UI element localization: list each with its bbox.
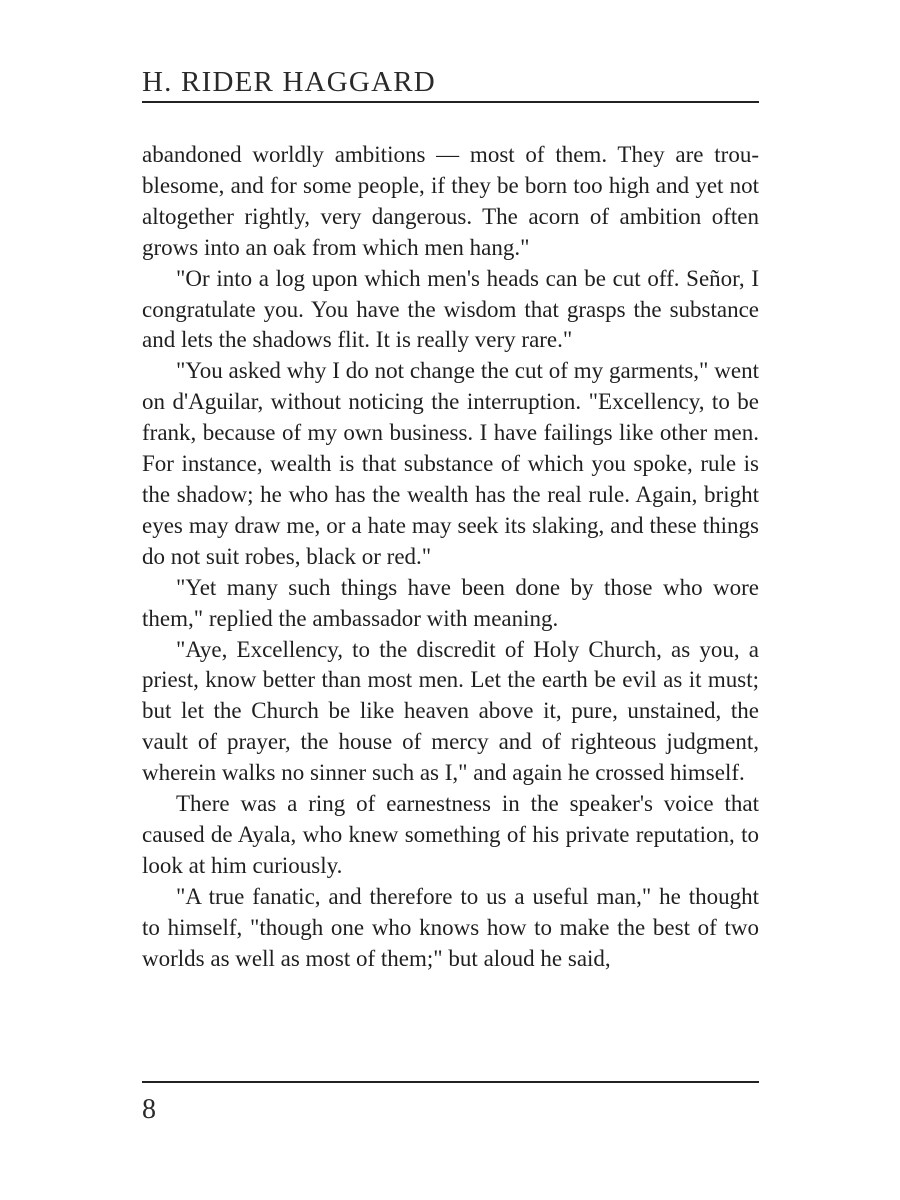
footer-rule [142,1081,759,1083]
book-page [142,0,759,1200]
paragraph: "A true fanatic, and therefore to us a useful man," he thought to himself, "though one who knows how to make the best of two worlds as well as most of them;" but aloud he said, [142,883,759,971]
paragraph: There was a ring of earnestness in the speaker's voice that caused de Ayala, who knew something of his private reputation, to look at him curiously. [142,791,759,878]
running-head-author: H. RIDER HAGGARD [142,66,436,98]
paragraph: "You asked why I do not change the cut of my garments," went on d'Aguilar, without noticing the interruption. "Excellency, to be frank, because of my own business. I have failings like other men. For instance, wealth is that substance of which you spoke, rule is the shadow; he who has the wealth has the real rule. Again, bright eyes may draw me, or a hate may seek its slaking, and these things do not suit robes, black or red." [142,358,759,569]
body-text [142,140,759,974]
paragraph: "Or into a log upon which men's heads can be cut off. Señor, I congratulate you. You have the wisdom that grasps the substance and lets the shadows flit. It is really very rare." [142,265,759,353]
paragraph: "Yet many such things have been done by those who wore them," replied the ambassador with meaning. [142,574,759,631]
paragraph: "Aye, Excellency, to the discredit of Holy Church, as you, a priest, know better than most men. Let the earth be evil as it must; but let the Church be like heaven above it, pure, unstained, the vault of prayer, the house of mercy and of righteous judgment, wherein walks no sinner such as I," and again he crossed himself. [142,636,759,786]
paragraph-continued: abandoned worldly ambitions — most of them. They are troublesome, and for some people, if they be born too high and yet not altogether rightly, very dangerous. The acorn of ambition often grows into an oak from which men hang." [142,142,759,260]
header-rule [142,101,759,103]
page-number: 8 [142,1094,156,1125]
